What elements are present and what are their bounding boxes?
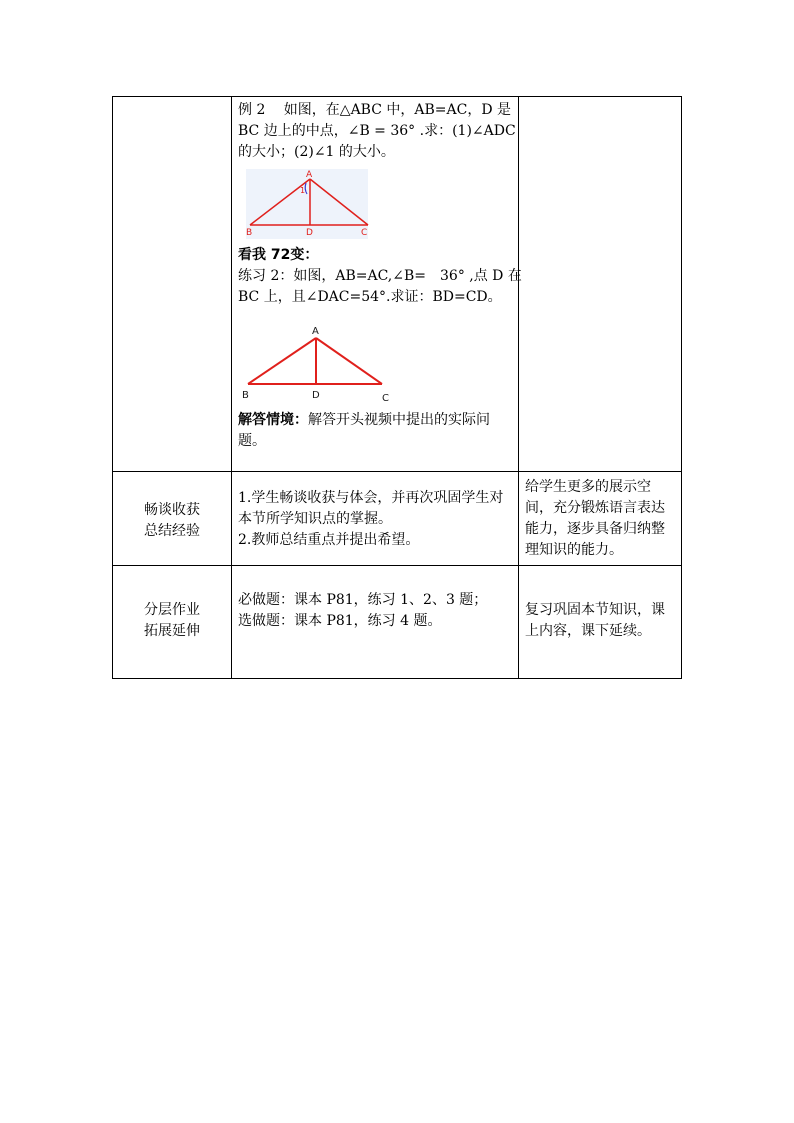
activity-cell-example [232,97,522,472]
label-b: B [246,228,253,238]
homework-stage-line-2: 拓展延伸 [144,623,200,639]
answer-label: 解答情境： [238,412,308,428]
example-line-1: 例 2 如图，在△ABC 中，AB=AC，D 是 [238,102,512,118]
example-line-2: BC 边上的中点，∠B = 36° .求：(1)∠ADC [238,123,516,139]
table-row-summary [113,472,682,566]
summary-stage-line-1: 畅谈收获 [144,502,200,518]
answer-block [238,410,512,452]
variation-line-2: BC 上，且∠DAC=54°.求证：BD=CD。 [238,289,502,305]
variation-heading: 看我 72变： [238,247,319,263]
label-d: D [306,228,313,238]
table-row-homework [113,566,682,679]
stage-cell-summary [113,472,232,566]
summary-stage-line-2: 总结经验 [144,523,200,539]
label-angle-1: 1 [300,186,306,195]
stage-cell-homework [113,566,232,679]
label-d: D [312,390,320,401]
label-a: A [312,326,319,337]
example-triangle-figure [244,169,370,239]
example-line-3: 的大小；(2)∠1 的大小。 [238,144,395,160]
summary-activity-3: 2.教师总结重点并提出希望。 [238,532,420,548]
label-a: A [306,170,313,180]
lesson-plan-table [112,96,682,679]
label-b: B [242,390,249,401]
summary-activity-1: 1.学生畅谈收获与体会，并再次巩固学生对 [238,490,504,506]
summary-intent-1: 给学生更多的展示空 [525,479,651,495]
homework-activity-1: 必做题：课本 P81，练习 1、2、3 题； [238,592,488,608]
label-c: C [361,228,368,238]
label-c: C [382,393,389,402]
intent-cell-homework [519,566,682,679]
homework-intent-2: 上内容，课下延续。 [525,623,651,639]
homework-activity-2: 选做题：课本 P81，练习 4 题。 [238,613,442,629]
homework-stage-line-1: 分层作业 [144,602,200,618]
homework-intent-1: 复习巩固本节知识，课 [525,602,665,618]
summary-activity-2: 本节所学知识点的掌握。 [238,511,392,527]
table-row-example [113,97,682,472]
summary-intent-3: 能力，逐步具备归纳整 [525,521,665,537]
summary-intent-2: 间，充分锻炼语言表达 [525,500,665,516]
variation-line-1: 练习 2：如图，AB=AC,∠B= 36° ,点 D 在 [238,268,522,284]
activity-cell-summary [232,472,519,566]
intent-cell-empty [519,97,682,472]
variation-triangle-figure [238,326,398,402]
intent-cell-summary [519,472,682,566]
answer-text-1: 解答开头视频中提出的实际问 [308,412,490,428]
activity-cell-homework [232,566,519,679]
summary-intent-4: 理知识的能力。 [525,542,623,558]
side-ac [316,338,382,384]
side-ab [248,338,316,384]
answer-text-2: 题。 [238,433,266,449]
stage-cell-empty [113,97,232,472]
